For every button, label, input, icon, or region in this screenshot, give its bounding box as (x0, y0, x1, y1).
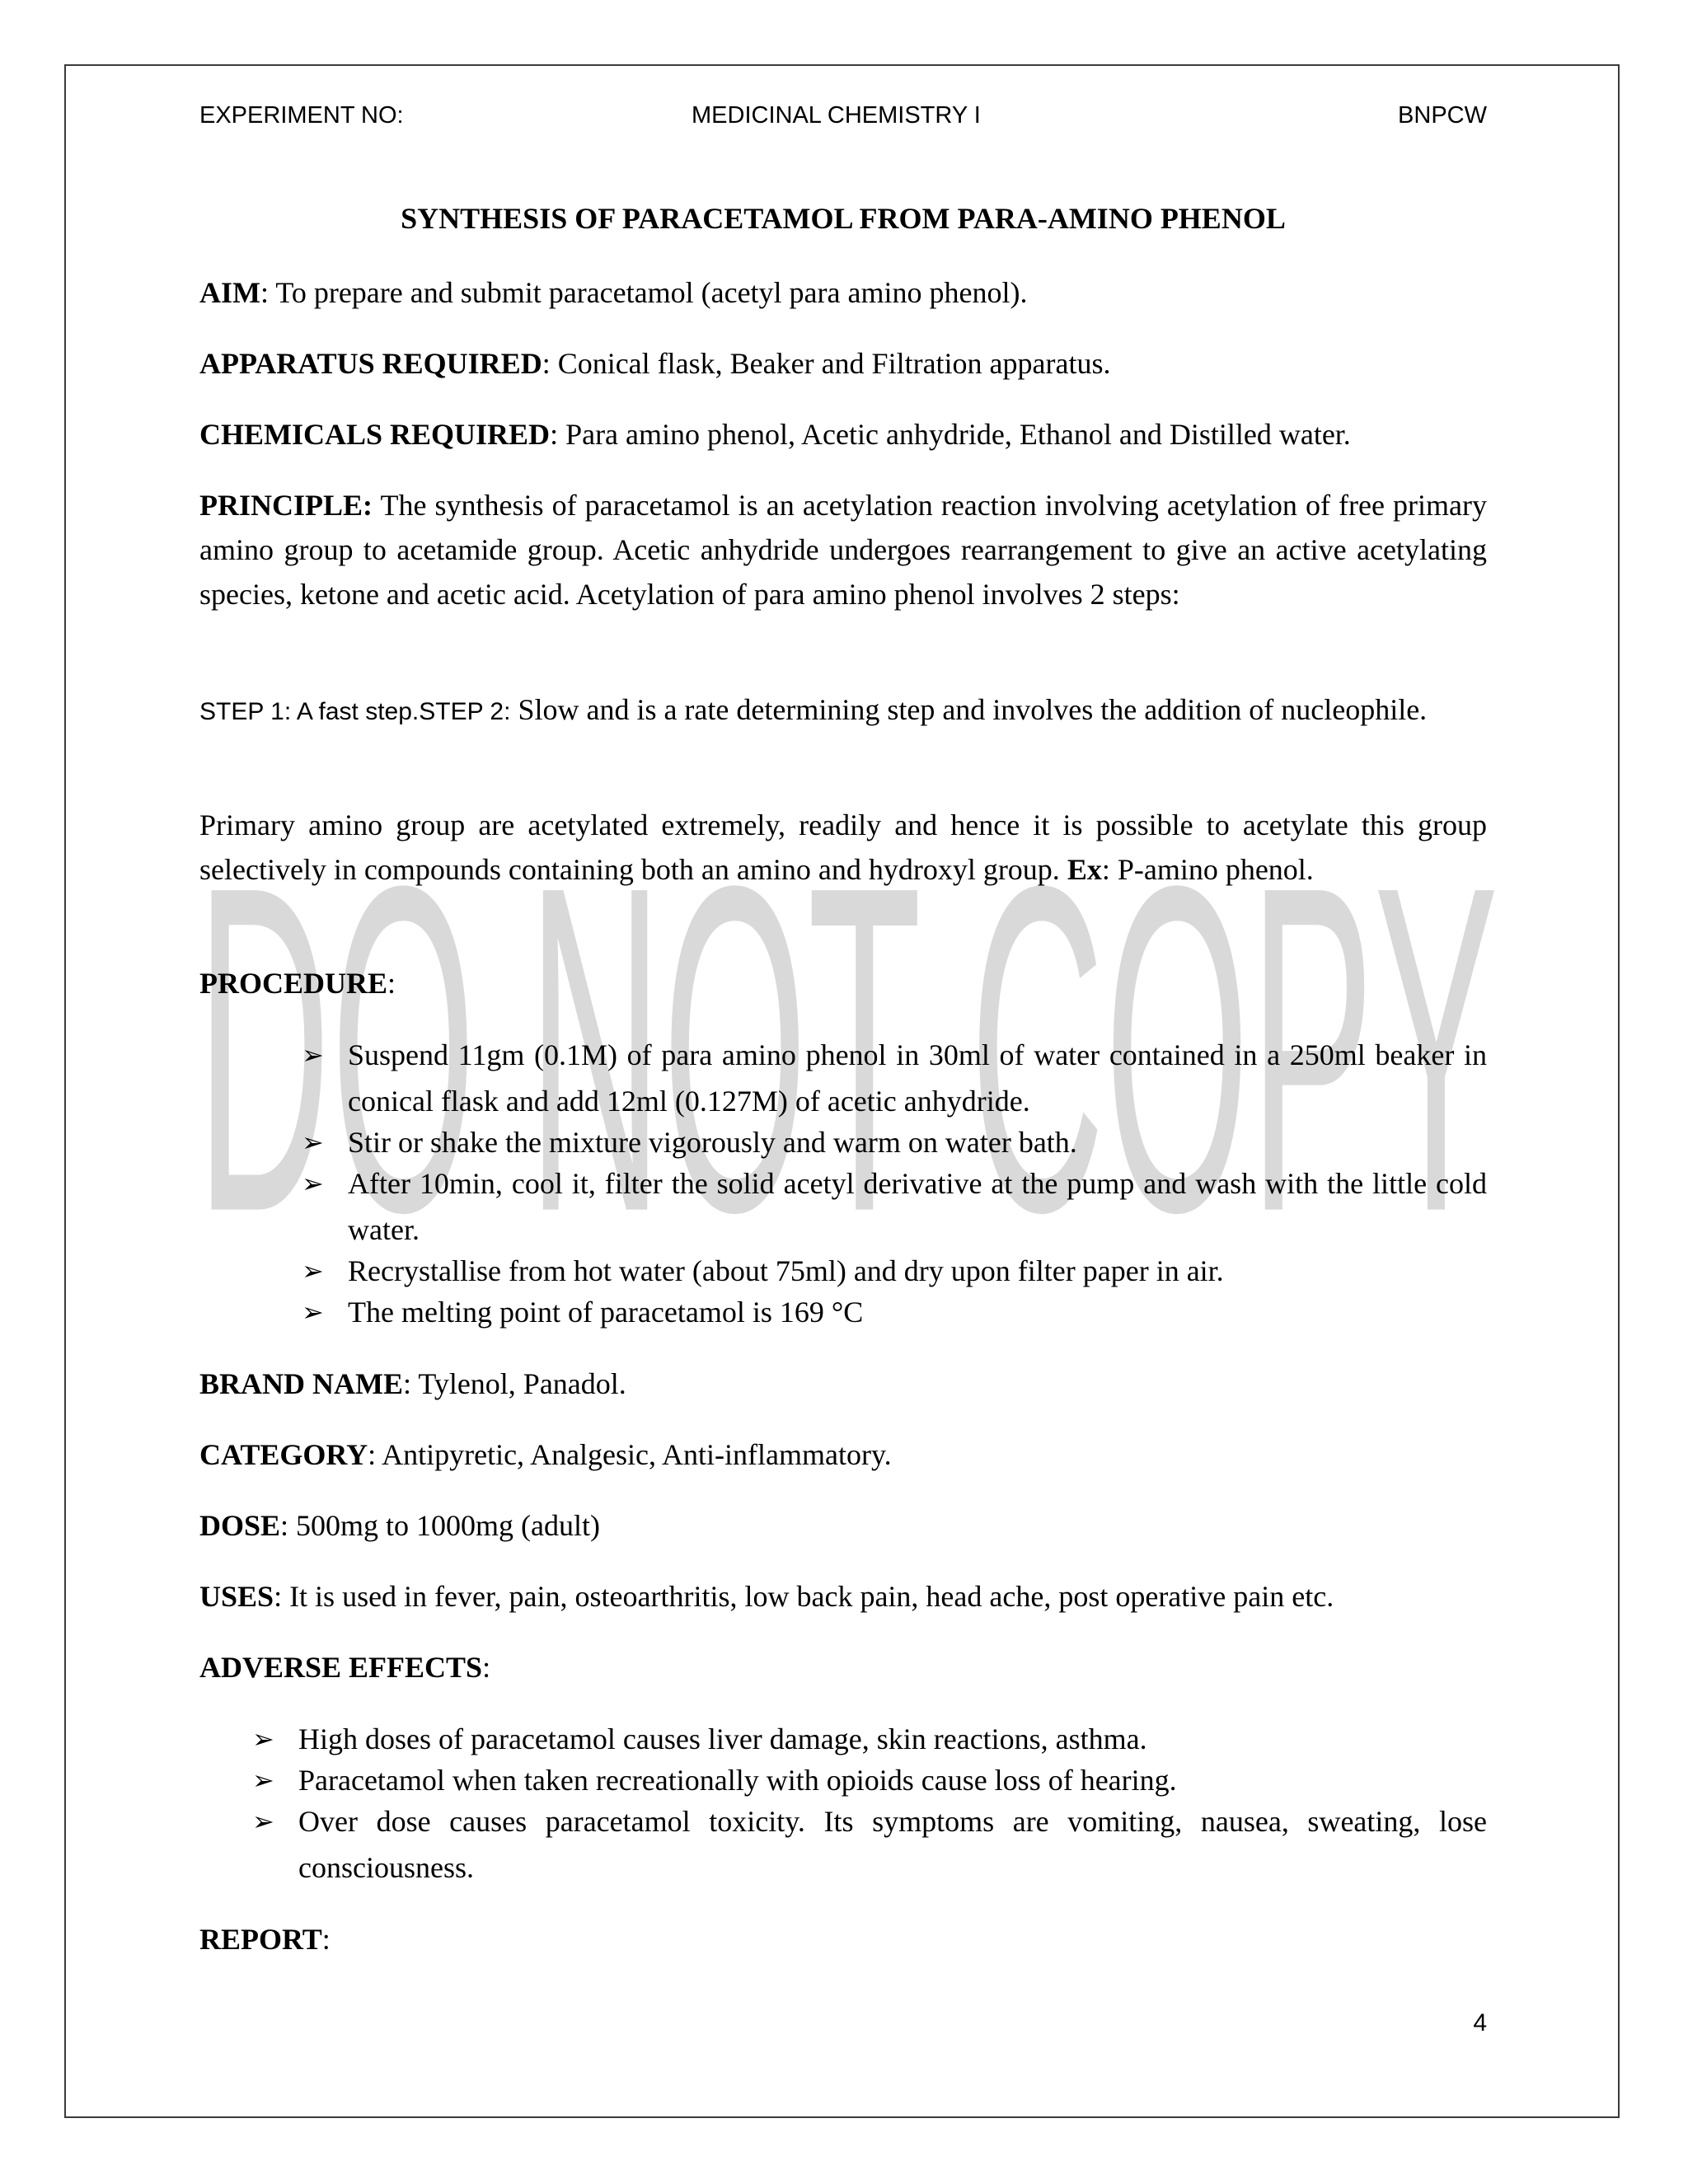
document-content (199, 0, 1487, 2184)
procedure-item-text: After 10min, cool it, filter the solid acetyl derivative at the pump and wash with the little cold water. (348, 1167, 1487, 1246)
apparatus-text: : Conical flask, Beaker and Filtration apparatus. (542, 347, 1111, 380)
steps-section (199, 687, 1487, 734)
aim-label: AIM (199, 276, 260, 309)
procedure-item (302, 1289, 1487, 1335)
adverse-item-text: Paracetamol when taken recreationally with opioids cause loss of hearing. (298, 1764, 1177, 1797)
watermark-text: DO NOT COPY (196, 832, 1498, 1309)
chemicals-text: : Para amino phenol, Acetic anhydride, Ethanol and Distilled water. (550, 418, 1351, 451)
procedure-item-text: Stir or shake the mixture vigorously and warm on water bath. (348, 1126, 1077, 1159)
dose-text: : 500mg to 1000mg (adult) (280, 1509, 601, 1542)
procedure-colon: : (387, 967, 396, 1000)
adverse-label: ADVERSE EFFECTS (199, 1651, 483, 1684)
uses-text: : It is used in fever, pain, osteoarthritis, low back pain, head ache, post operative pain etc. (274, 1580, 1334, 1613)
header-experiment-no: EXPERIMENT NO: (199, 102, 404, 129)
arrow-bullet-icon: ➢ (252, 1724, 274, 1754)
steps-text: Slow and is a rate determining step and involves the addition of nucleophile. (510, 693, 1428, 726)
adverse-heading (199, 1645, 1487, 1690)
primary-amino-section (199, 803, 1487, 892)
procedure-item (302, 1119, 1487, 1165)
header-subject: MEDICINAL CHEMISTRY I (692, 102, 981, 129)
header-institution: BNPCW (1398, 102, 1487, 129)
brand-label: BRAND NAME (199, 1367, 403, 1400)
arrow-bullet-icon: ➢ (302, 1169, 324, 1198)
primary-amino-text: Primary amino group are acetylated extremely, readily and hence it is possible to acetylate this group selectively in compounds containing both an amino and hydroxyl group. (199, 808, 1487, 886)
uses-label: USES (199, 1580, 274, 1613)
page-header (199, 102, 1487, 135)
steps-label: STEP 1: A fast step.STEP 2: (199, 698, 511, 725)
arrow-bullet-icon: ➢ (252, 1807, 274, 1836)
aim-text: : To prepare and submit paracetamol (acetyl para amino phenol). (260, 276, 1028, 309)
procedure-label: PROCEDURE (199, 967, 388, 1000)
procedure-item-text: Recrystallise from hot water (about 75ml) and dry upon filter paper in air. (348, 1254, 1224, 1287)
procedure-item (302, 1032, 1487, 1124)
principle-label: PRINCIPLE: (199, 489, 373, 522)
brand-text: : Tylenol, Panadol. (403, 1367, 626, 1400)
procedure-item-text: The melting point of paracetamol is 169 °C (348, 1296, 864, 1329)
aim-section (199, 270, 1487, 315)
adverse-item-text: High doses of paracetamol causes liver damage, skin reactions, asthma. (298, 1722, 1147, 1755)
arrow-bullet-icon: ➢ (252, 1765, 274, 1795)
uses-section (199, 1574, 1487, 1619)
chemicals-section (199, 412, 1487, 457)
principle-section (199, 483, 1487, 616)
arrow-bullet-icon: ➢ (302, 1040, 324, 1070)
report-heading (199, 1917, 1487, 1961)
report-colon: : (321, 1923, 331, 1956)
example-label: Ex (1067, 853, 1102, 886)
principle-text: The synthesis of paracetamol is an acetylation reaction involving acetylation of free primary amino group to acetamide group. Acetic anhydride undergoes rearrangement to give an active acetylating species, ketone and acetic acid. Acetylation of para amino phenol involves 2 steps: (199, 489, 1487, 611)
adverse-item (252, 1716, 1487, 1762)
chemicals-label: CHEMICALS REQUIRED (199, 418, 551, 451)
procedure-heading (199, 961, 1487, 1005)
procedure-item-text: Suspend 11gm (0.1M) of para amino phenol in 30ml of water contained in a 250ml beaker in conical flask and add 12ml (0.127M) of acetic anhydride. (348, 1038, 1487, 1118)
page-number: 4 (1473, 2009, 1487, 2036)
arrow-bullet-icon: ➢ (302, 1127, 324, 1157)
adverse-item (252, 1798, 1487, 1891)
apparatus-section (199, 341, 1487, 386)
category-section (199, 1432, 1487, 1477)
adverse-item-text: Over dose causes paracetamol toxicity. Its symptoms are vomiting, nausea, sweating, lose consciousness. (298, 1805, 1487, 1884)
adverse-colon: : (482, 1651, 491, 1684)
procedure-item (302, 1160, 1487, 1253)
adverse-effects-list (252, 1716, 1487, 1886)
adverse-item (252, 1757, 1487, 1803)
apparatus-label: APPARATUS REQUIRED (199, 347, 542, 380)
procedure-item (302, 1248, 1487, 1294)
dose-section (199, 1503, 1487, 1548)
procedure-list (302, 1032, 1487, 1330)
document-title: SYNTHESIS OF PARACETAMOL FROM PARA-AMINO PHENOL (401, 202, 1286, 235)
brand-section (199, 1361, 1487, 1406)
example-text: : P-amino phenol. (1101, 853, 1314, 886)
arrow-bullet-icon: ➢ (302, 1256, 324, 1286)
report-label: REPORT (199, 1923, 322, 1956)
arrow-bullet-icon: ➢ (302, 1297, 324, 1327)
dose-label: DOSE (199, 1509, 281, 1542)
category-text: : Antipyretic, Analgesic, Anti-inflammatory. (368, 1438, 892, 1471)
category-label: CATEGORY (199, 1438, 368, 1471)
